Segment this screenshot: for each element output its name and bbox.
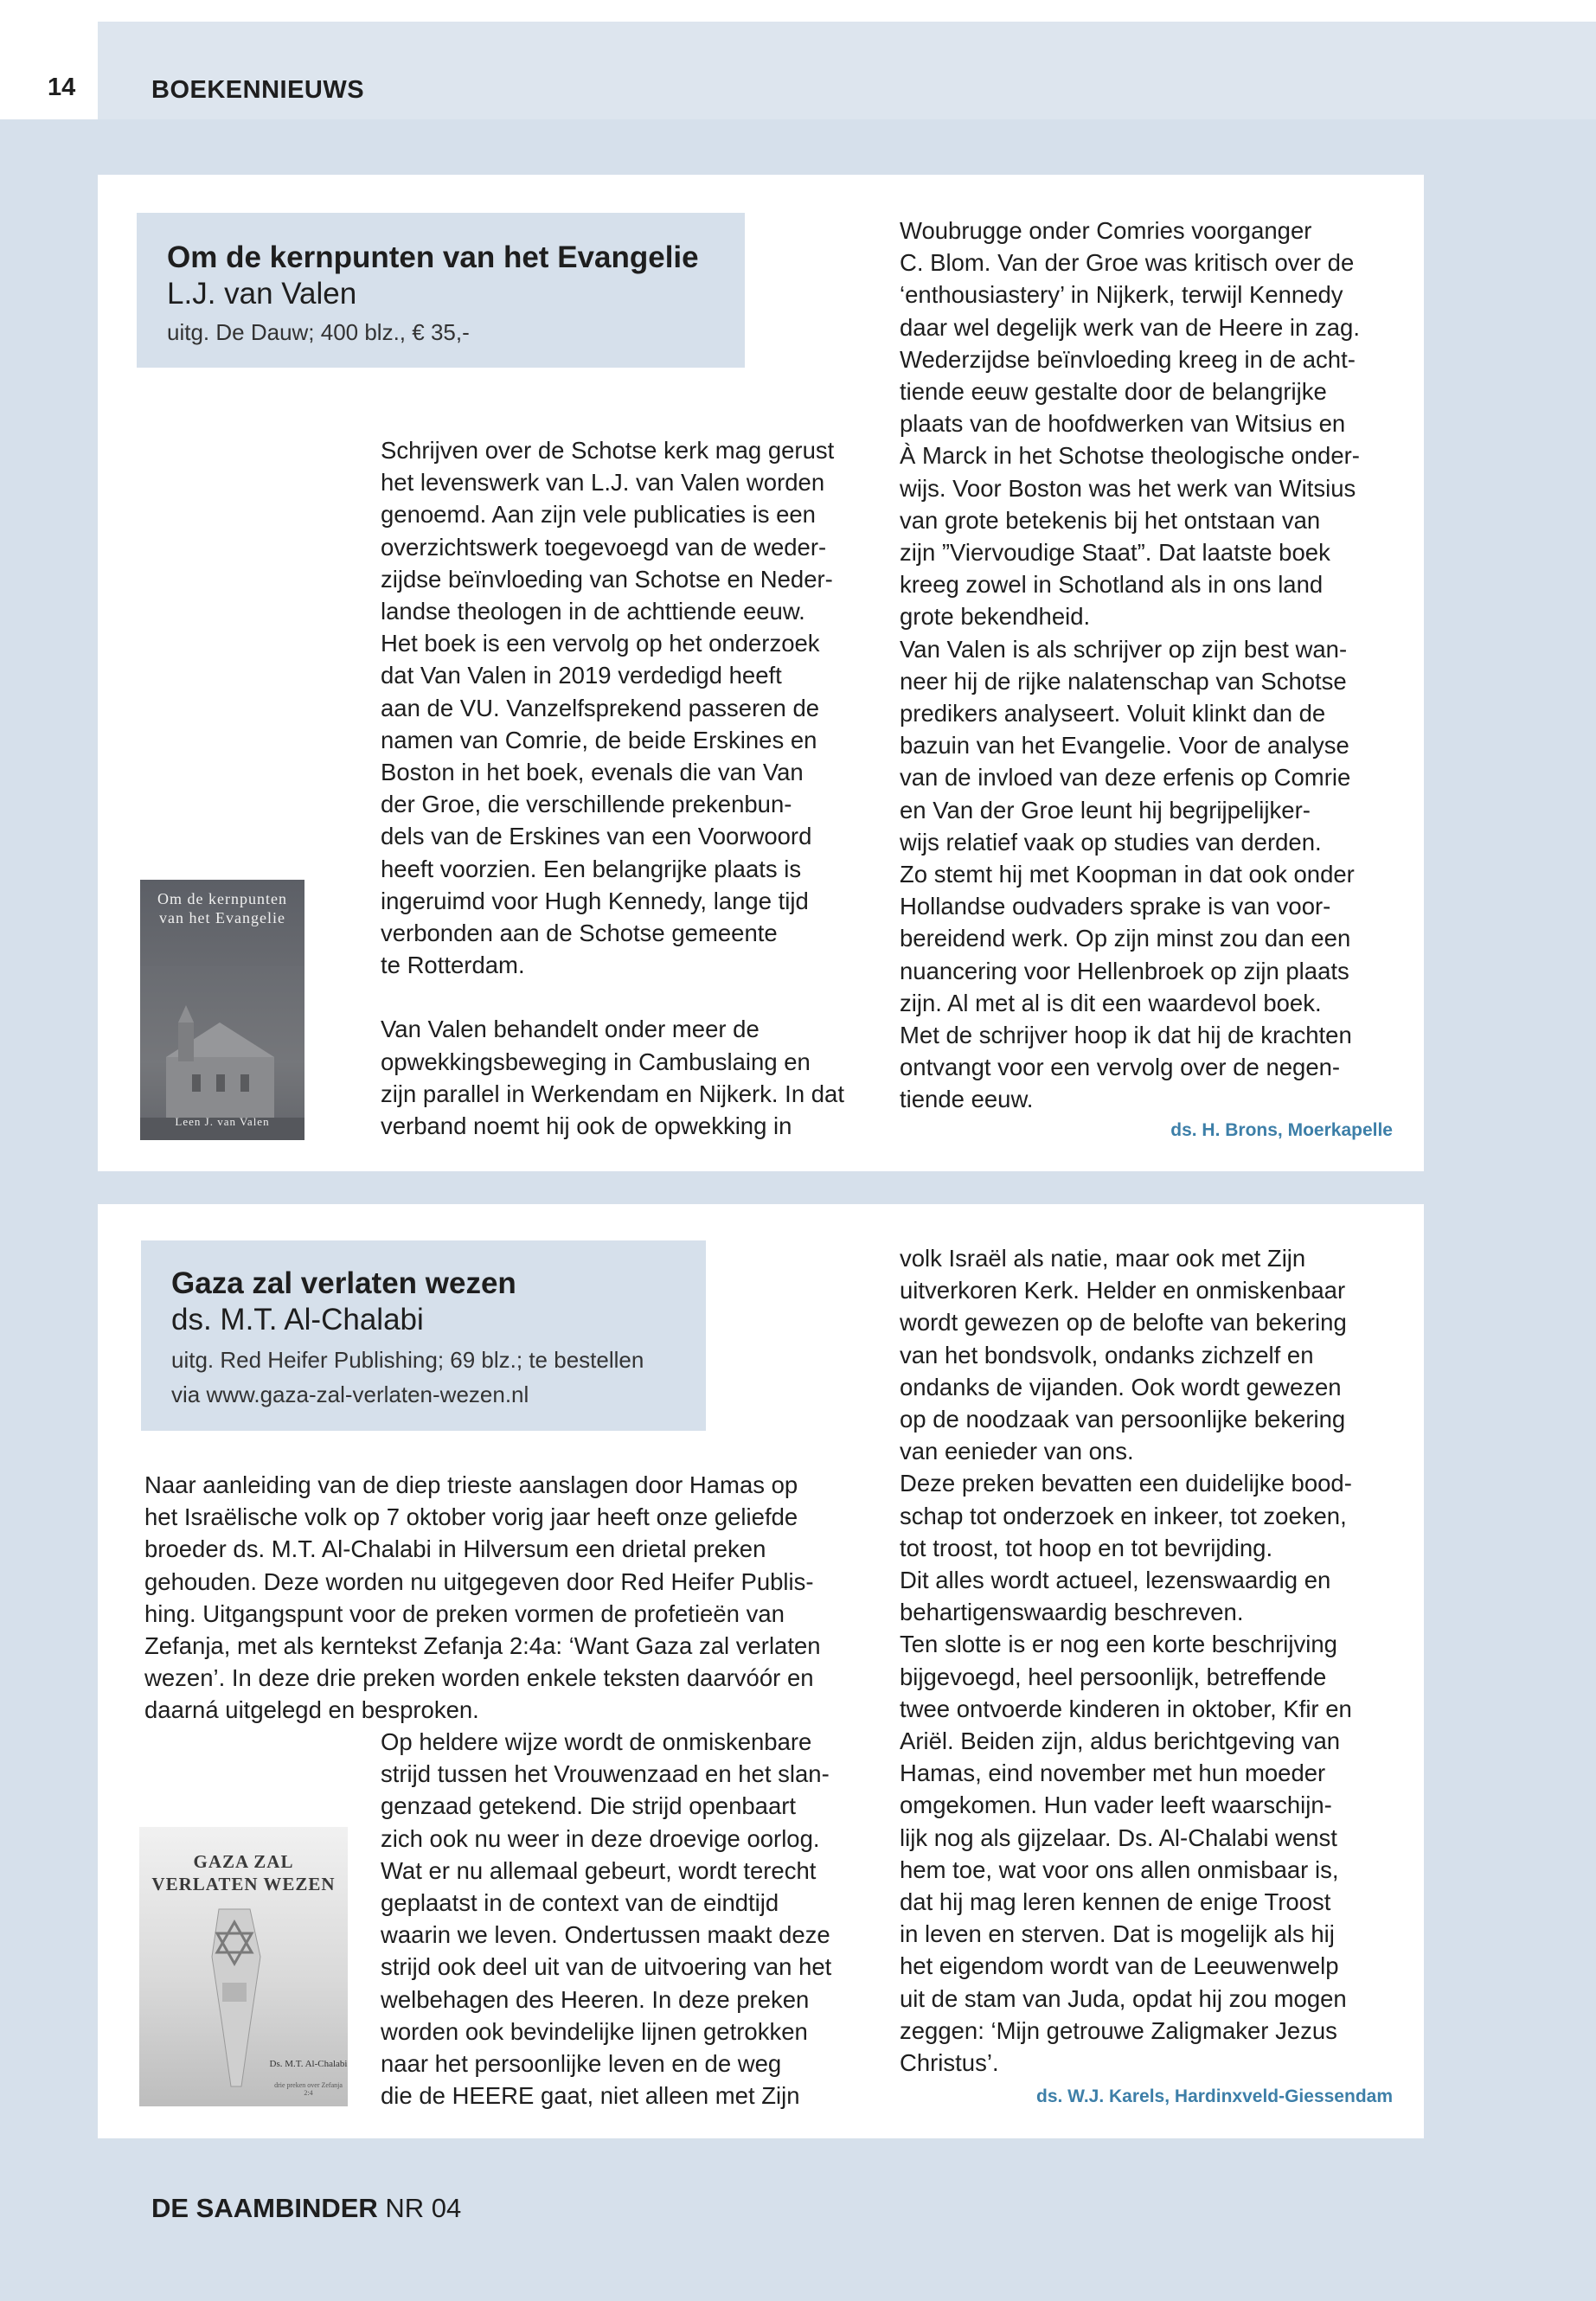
section-title: BOEKENNIEUWS — [151, 76, 365, 104]
review-2-column-2 — [900, 1242, 1393, 2079]
paragraph: Schrijven over de Schotse kerk mag gerust het levenswerk van L.J. van Valen worden genoemd. Aan zijn vele publicaties is een overzichtswerk toegevoegd van de weder- zijdse beïnvloeding van Schotse en Neder- landse theologen in de achttiende eeuw. Het boek is een vervolg op het onderzoek dat Van Valen in 2019 verdedigd heeft aan de VU. Vanzelfsprekend passeren de namen van Comrie, de beide Erskines en Boston in het boek, evenals die van Van der Groe, die verschillende prekenbun- dels van de Erskines van een Voorwoord heeft voorzien. Een belangrijke plaats is ingeruimd voor Hugh Kennedy, lange tijd verbonden aan de Schotse gemeente te Rotterdam. — [381, 437, 835, 979]
book-cover-image — [140, 880, 304, 1140]
review-2-column-1 — [381, 1726, 882, 2112]
paragraph: Op heldere wijze wordt de onmiskenbare strijd tussen het Vrouwenzaad en het slan- genzaad getekend. Die strijd openbaart zich ook nu weer in deze droevige oorlog. Wat er nu allemaal gebeurt, wordt terecht geplaatst in de context van de eindtijd waarin we leven. Ondertussen maakt deze strijd ook deel uit van de uitvoering van het welbehagen des Heeren. In deze preken worden ook bevindelijke lijnen getrokken naar het persoonlijke leven en de weg die de HEERE gaat, niet alleen met Zijn — [381, 1728, 832, 2110]
cover-title-line: VERLATEN WEZEN — [151, 1874, 336, 1894]
paragraph: Van Valen behandelt onder meer de opwekkingsbeweging in Cambuslaing en zijn parallel in Werkendam en Nijkerk. In dat verband noemt hij ook de opwekking in — [381, 1016, 844, 1140]
cover-author: Leen J. van Valen — [175, 1115, 270, 1128]
review-1-title-box — [137, 213, 745, 368]
cover-subtitle: drie preken over Zefanja 2:4 — [274, 2081, 343, 2097]
review-card-1 — [98, 175, 1424, 1171]
review-1-column-2 — [900, 215, 1393, 1116]
review-card-2 — [98, 1204, 1424, 2138]
reviewer-signature: ds. W.J. Karels, Hardinxveld-Giessendam — [1036, 2086, 1393, 2106]
header-band — [98, 22, 1596, 119]
reviewer-signature: ds. H. Brons, Moerkapelle — [1170, 1120, 1393, 1140]
book-title: Gaza zal verlaten wezen — [171, 1266, 516, 1300]
book-meta: uitg. Red Heifer Publishing; 69 blz.; te bestellen via www.gaza-zal-verlaten-wezen.nl — [171, 1347, 644, 1407]
page-number: 14 — [48, 74, 76, 101]
review-1-column-1 — [381, 434, 865, 1142]
book-title: Om de kernpunten van het Evangelie — [167, 240, 699, 274]
book-author: ds. M.T. Al-Chalabi — [171, 1303, 424, 1336]
church-illustration — [140, 880, 304, 1140]
cover-title-line: Om de kernpunten — [157, 890, 287, 907]
paragraph: Woubrugge onder Comries voorganger C. Blom. Van der Groe was kritisch over de ‘enthousiastery’ in Nijkerk, terwijl Kennedy daar wel degelijk werk van de Heere in zag. Wederzijdse beïnvloeding kreeg in de acht- tiende eeuw gestalte door de belangrijke plaats van de hoofdwerken van Witsius en À Marck in het Schotse theologische onder- wijs. Voor Boston was het werk van Witsius van grote betekenis bij het ontstaan van zijn ”Viervoudige Staat”. Dat laatste boek kreeg zowel in Schotland als in ons land grote bekendheid. Van Valen is als schrijver op zijn best wan- neer hij de rijke nalatenschap van Schotse predikers analyseert. Voluit klinkt dan de bazuin van het Evangelie. Voor de analyse van de invloed van deze erfenis op Comrie en Van der Groe leunt hij begrijpelijker- wijs relatief vaak op studies van derden. Zo stemt hij met Koopman in dat ook onder Hollandse oudvaders sprake is van voor- bereidend werk. Op zijn minst zou dan een nuancering voor Hellenbroek op zijn plaats zijn. Al met al is dit een waardevol boek. Met de schrijver hoop ik dat hij de krachten ontvangt voor een vervolg over de negen- tiende eeuw. — [900, 217, 1360, 1113]
issue-number: NR 04 — [385, 2193, 462, 2223]
paragraph: volk Israël als natie, maar ook met Zijn uitverkoren Kerk. Helder en onmiskenbaar wordt gewezen op de belofte van bekering van het bondsvolk, ondanks zichzelf en ondanks de vijanden. Ook wordt gewezen op de noodzaak van persoonlijke bekering van eenieder van ons. Deze preken bevatten een duidelijke bood- schap tot onderzoek en inkeer, tot zoeken, tot troost, tot hoop en tot bevrijding. Dit alles wordt actueel, lezenswaardig en behartigenswaardig beschreven. Ten slotte is er nog een korte beschrijving bijgevoegd, heel persoonlijk, betreffende twee ontvoerde kinderen in oktober, Kfir en Ariël. Beiden zijn, aldus berichtgeving van Hamas, eind november met hun moeder omgekomen. Hun vader leeft waarschijn- lijk nog als gijzelaar. Ds. Al-Chalabi wenst hem toe, wat voor ons allen onmisbaar is, dat hij mag leren kennen de enige Troost in leven en sterven. Dat is mogelijk als hij het eigendom wordt van de Leeuwenwelp uit de stam van Juda, opdat hij zou mogen zeggen: ‘Mijn getrouwe Zaligmaker Jezus Christus’. — [900, 1245, 1352, 2077]
header-strip — [98, 0, 1596, 22]
review-2-intro — [144, 1469, 871, 1727]
footer — [151, 2193, 461, 2224]
review-2-title-box — [141, 1240, 706, 1431]
paragraph: Naar aanleiding van de diep trieste aanslagen door Hamas op het Israëlische volk op 7 oktober vorig jaar heeft onze geliefde broeder ds. M.T. Al-Chalabi in Hilversum een drietal preken gehouden. Deze worden nu uitgegeven door Red Heifer Publis- hing. Uitgangspunt voor de preken vormen de profetieën van Zefanja, met als kerntekst Zefanja 2:4a: ‘Want Gaza zal verlaten wezen’. In deze drie preken worden enkele teksten daarvóór en daarná uitgelegd en besproken. — [144, 1471, 821, 1724]
cover-title-line: van het Evangelie — [159, 909, 285, 926]
magazine-name: DE SAAMBINDER — [151, 2193, 378, 2223]
cover-author: Ds. M.T. Al-Chalabi — [269, 2059, 348, 2069]
book-cover-image — [139, 1827, 348, 2106]
book-author: L.J. van Valen — [167, 277, 357, 311]
page-number-box — [0, 0, 98, 119]
cover-title-line: GAZA ZAL — [193, 1851, 294, 1872]
book-meta: uitg. De Dauw; 400 blz., € 35,- — [167, 319, 470, 345]
